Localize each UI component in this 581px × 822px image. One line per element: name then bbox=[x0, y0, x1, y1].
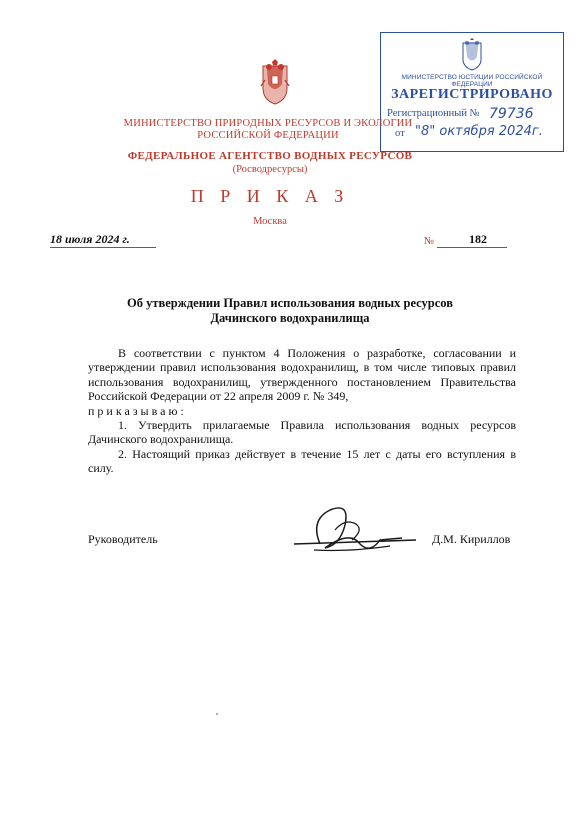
date-underline bbox=[50, 247, 156, 248]
document-title bbox=[90, 296, 490, 326]
ministry-name: МИНИСТЕРСТВО ПРИРОДНЫХ РЕСУРСОВ И ЭКОЛОГИИ РОССИЙСКОЙ ФЕДЕРАЦИИ bbox=[123, 118, 413, 141]
preamble: В соответствии с пунктом 4 Положения о разработке, согласовании и утверждении правил использования водохранилищ, в том числе типовых правил использования водохранилищ, утвержденного постановлением Правительства Российской Федерации от 22 апреля 2009 г. № 349, bbox=[88, 346, 516, 404]
stamp-status: ЗАРЕГИСТРИРОВАНО bbox=[391, 87, 553, 102]
item-1: 1. Утвердить прилагаемые Правила использования водных ресурсов Дачинского водохранилища. bbox=[88, 418, 516, 447]
title-line-2: Дачинского водохранилища bbox=[210, 311, 370, 325]
stamp-emblem-icon bbox=[457, 37, 487, 71]
agency-short-name: (Росводресурсы) bbox=[232, 164, 308, 175]
signatory-name: Д.М. Кириллов bbox=[432, 532, 511, 546]
document-body bbox=[88, 346, 516, 476]
stamp-date-label: от bbox=[395, 128, 405, 139]
stamp-reg-label: Регистрационный № bbox=[387, 108, 480, 119]
order-word: приказываю: bbox=[88, 403, 187, 418]
document-type: П Р И К А З bbox=[190, 186, 350, 206]
agency-name: ФЕДЕРАЛЬНОЕ АГЕНТСТВО ВОДНЫХ РЕСУРСОВ bbox=[127, 150, 413, 162]
stamp-reg-number: 79736 bbox=[489, 106, 534, 122]
city: Москва bbox=[253, 216, 287, 227]
handwritten-signature-icon bbox=[290, 500, 420, 560]
title-line-1: Об утверждении Правил использования водных ресурсов bbox=[127, 296, 453, 310]
order-date: 18 июля 2024 г. bbox=[50, 232, 130, 246]
number-sign: № bbox=[424, 236, 435, 247]
signatory-role: Руководитель bbox=[88, 532, 158, 546]
speck bbox=[216, 713, 218, 715]
stamp-date-value: "8" октября 2024г. bbox=[415, 124, 543, 139]
order-number: 182 bbox=[469, 232, 487, 246]
coat-of-arms-icon bbox=[255, 58, 295, 106]
item-2: 2. Настоящий приказ действует в течение 15 лет с даты его вступления в силу. bbox=[88, 446, 516, 476]
number-underline bbox=[437, 247, 507, 248]
stamp-ministry: МИНИСТЕРСТВО ЮСТИЦИИ РОССИЙСКОЙ ФЕДЕРАЦИИ bbox=[401, 74, 543, 88]
